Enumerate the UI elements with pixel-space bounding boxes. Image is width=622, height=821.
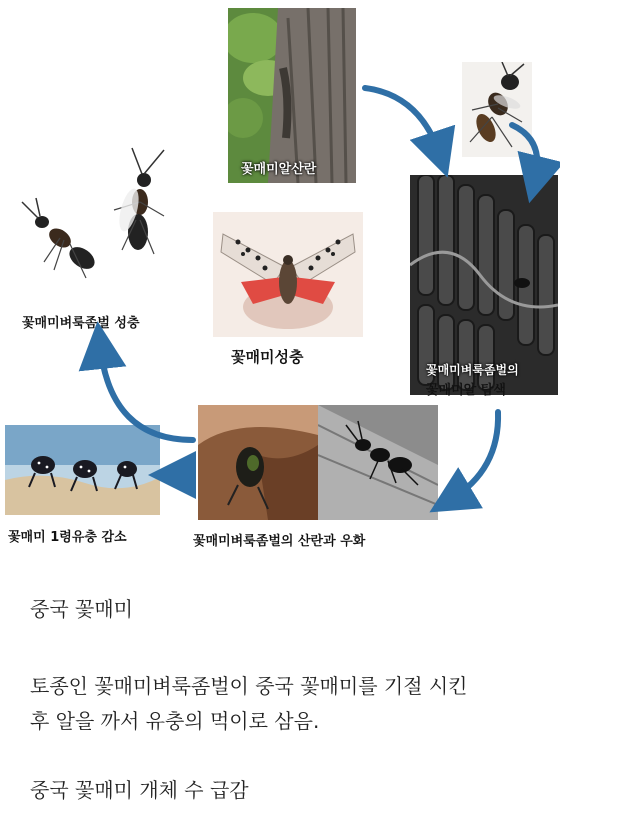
egg-laying-label: 꽃매미알산란 (241, 162, 317, 177)
arrow-egg-to-search (365, 88, 440, 155)
oviposition-hatch-label: 꽃매미벼룩좀벌의 산란과 우화 (193, 534, 366, 549)
arrow-search-to-oviposition (450, 412, 498, 500)
arrow-oviposition-to-adult (100, 345, 193, 440)
post-line-1: 중국 꽃매미 (30, 597, 133, 621)
lanternfly-adult-label: 꽃매미성충 (231, 348, 304, 366)
post-line-2a: 토종인 꽃매미벼룩좀벌이 중국 꽃매미를 기절 시킨 (30, 674, 468, 698)
nymph-decrease-label: 꽃매미 1령유충 감소 (8, 530, 127, 545)
post-line-3: 중국 꽃매미 개체 수 급감 (30, 778, 249, 802)
post-line-2b: 후 알을 까서 유충의 먹이로 삼음. (30, 709, 320, 733)
egg-search-label-line2: 꽃매미알 탐색 (426, 383, 506, 398)
egg-search-label-line1: 꽃매미벼룩좀벌의 (426, 363, 519, 377)
wasp-adult-label: 꽃매미벼룩좀벌 성충 (22, 316, 140, 331)
arrow-wasp-to-eggs (512, 125, 537, 180)
